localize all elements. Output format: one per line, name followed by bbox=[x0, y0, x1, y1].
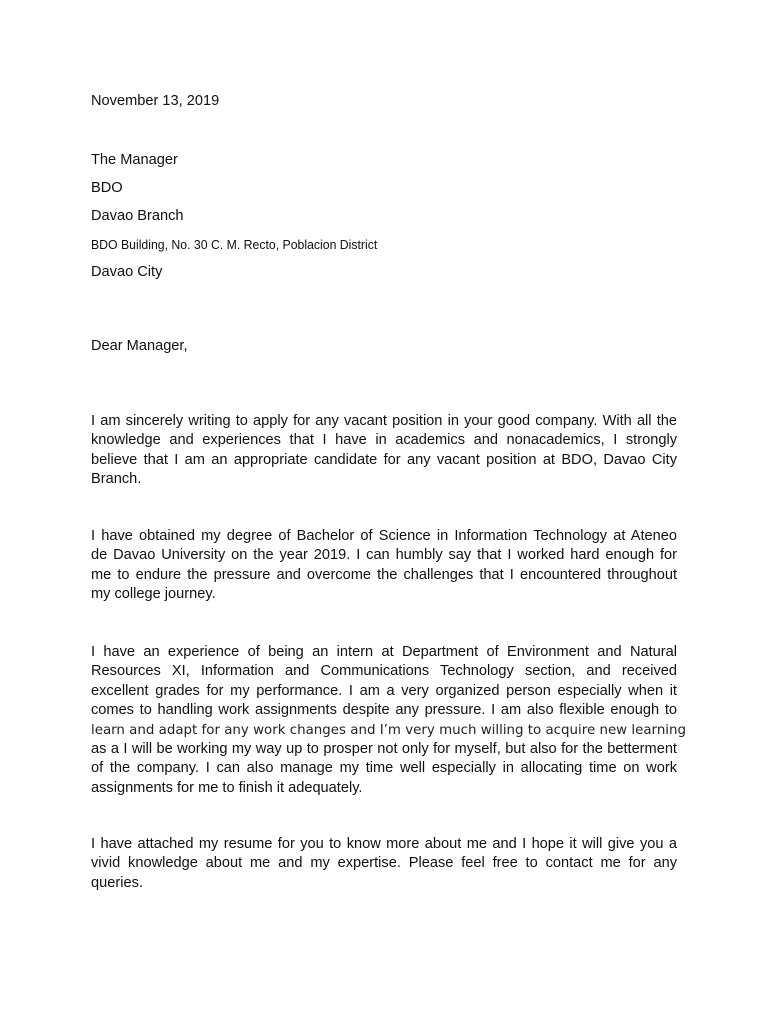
recipient-address: BDO Building, No. 30 C. M. Recto, Poblacion District bbox=[91, 237, 378, 252]
recipient-city: Davao City bbox=[91, 264, 163, 280]
paragraph-line: knowledge and experiences that I have in academics and nonacademics, I strongly bbox=[91, 432, 677, 449]
paragraph-line: Resources XI, Information and Communications Technology section, and received bbox=[91, 663, 677, 680]
paragraph-line: excellent grades for my performance. I am a very organized person especially when it bbox=[91, 682, 677, 699]
paragraph-line: queries. bbox=[91, 874, 143, 891]
paragraph-line: learn and adapt for any work changes and I’m very much willing to acquire new learning bbox=[91, 722, 687, 738]
recipient-company: BDO bbox=[91, 180, 123, 196]
salutation: Dear Manager, bbox=[91, 338, 188, 354]
paragraph-line: believe that I am an appropriate candidate for any vacant position at BDO, Davao City bbox=[91, 451, 677, 468]
paragraph-line: vivid knowledge about me and my expertise. Please feel free to contact me for any bbox=[91, 855, 677, 872]
paragraph-line: I have an experience of being an intern at Department of Environment and Natural bbox=[91, 644, 677, 660]
paragraph-2 bbox=[91, 527, 677, 605]
recipient-branch: Davao Branch bbox=[91, 208, 184, 224]
recipient-title: The Manager bbox=[91, 152, 178, 168]
paragraph-line: Branch. bbox=[91, 471, 142, 488]
paragraph-line: as a I will be working my way up to prosper not only for myself, but also for the betterment bbox=[91, 741, 677, 758]
letter-date: November 13, 2019 bbox=[91, 93, 220, 109]
paragraph-line: I am sincerely writing to apply for any vacant position in your good company. With all the bbox=[91, 413, 677, 429]
paragraph-line: I have obtained my degree of Bachelor of Science in Information Technology at Ateneo bbox=[91, 528, 677, 544]
paragraph-3 bbox=[91, 643, 687, 798]
paragraph-line: of the company. I can also manage my time well especially in allocating time on work bbox=[91, 760, 677, 777]
paragraph-line: I have attached my resume for you to know more about me and I hope it will give you a bbox=[91, 836, 677, 852]
paragraph-line: de Davao University on the year 2019. I can humbly say that I worked hard enough for bbox=[91, 547, 677, 564]
paragraph-1 bbox=[91, 412, 677, 490]
paragraph-line: my college journey. bbox=[91, 586, 216, 603]
paragraph-line: assignments for me to finish it adequately. bbox=[91, 779, 363, 796]
paragraph-line: me to endure the pressure and overcome the challenges that I encountered throughout bbox=[91, 566, 677, 583]
paragraph-line: comes to handling work assignments despite any pressure. I am also flexible enough to bbox=[91, 702, 677, 719]
paragraph-4 bbox=[91, 835, 677, 893]
